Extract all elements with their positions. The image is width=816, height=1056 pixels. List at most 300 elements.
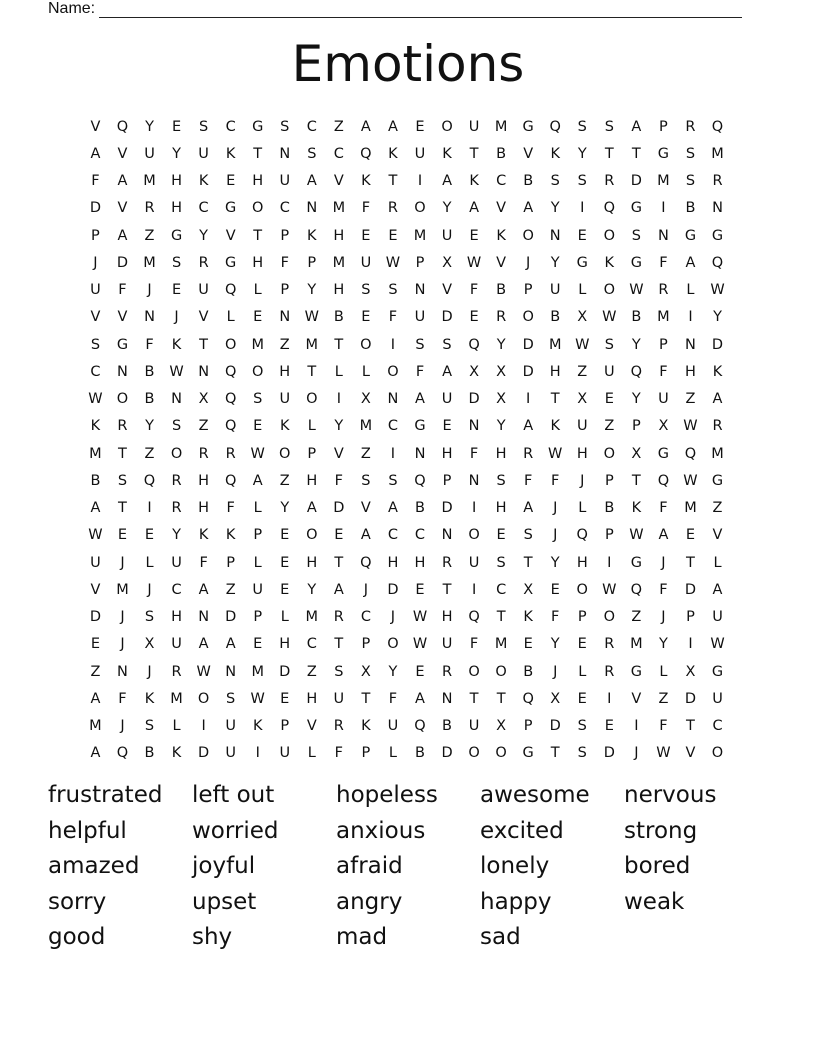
grid-letter: Z — [144, 227, 155, 244]
grid-letter: M — [548, 336, 562, 353]
grid-letter: E — [361, 227, 371, 244]
grid-row — [82, 304, 731, 331]
grid-letter: Z — [198, 418, 209, 435]
grid-letter: E — [280, 527, 290, 544]
grid-letter: I — [255, 745, 261, 762]
grid-letter: F — [145, 336, 154, 353]
grid-letter: T — [496, 690, 506, 707]
grid-letter: R — [441, 554, 453, 571]
word-list-item: strong — [624, 817, 698, 844]
grid-letter: F — [469, 282, 479, 299]
grid-letter: U — [468, 118, 480, 135]
grid-letter: S — [496, 472, 506, 489]
grid-letter: K — [604, 254, 615, 271]
word-list-item: amazed — [48, 853, 140, 879]
grid-letter: M — [711, 445, 724, 462]
grid-letter: H — [171, 173, 183, 190]
grid-letter: T — [334, 636, 344, 653]
grid-letter: D — [387, 581, 399, 598]
grid-letter: J — [120, 609, 125, 626]
word-list-item: sad — [480, 924, 521, 950]
grid-letter: S — [577, 745, 588, 762]
grid-letter: B — [550, 309, 561, 326]
grid-letter: O — [306, 527, 318, 544]
word-list-item: good — [48, 924, 106, 950]
grid-letter: G — [657, 145, 670, 162]
grid-letter: Y — [496, 336, 506, 353]
grid-letter: B — [333, 309, 345, 326]
grid-letter: E — [577, 227, 588, 244]
grid-letter: X — [469, 363, 480, 380]
grid-letter: O — [603, 445, 616, 462]
grid-letter: I — [471, 500, 477, 517]
grid-letter: N — [468, 418, 480, 435]
grid-letter: D — [522, 336, 534, 353]
grid-letter: D — [711, 336, 724, 353]
grid-letter: Y — [280, 500, 290, 517]
grid-letter: Y — [550, 636, 560, 653]
name-field — [48, 0, 742, 18]
grid-letter: L — [713, 554, 722, 571]
grid-letter: Y — [631, 391, 641, 408]
grid-letter: Q — [224, 363, 237, 380]
grid-row — [82, 413, 731, 440]
grid-letter: T — [523, 554, 533, 571]
grid-letter: T — [199, 336, 209, 353]
grid-letter: V — [198, 309, 209, 326]
grid-letter: E — [171, 282, 182, 299]
word-list-item: afraid — [336, 853, 403, 879]
grid-letter: S — [388, 472, 398, 489]
grid-letter: M — [494, 636, 508, 653]
grid-letter: Z — [144, 445, 155, 462]
grid-letter: R — [333, 718, 345, 735]
grid-letter: A — [387, 500, 399, 517]
grid-letter: O — [414, 200, 426, 217]
grid-letter: H — [279, 363, 291, 380]
grid-letter: T — [253, 145, 263, 162]
grid-letter: Q — [711, 118, 724, 135]
grid-letter: F — [659, 500, 668, 517]
grid-letter: M — [305, 609, 319, 626]
grid-letter: W — [412, 609, 428, 626]
grid-letter: S — [388, 282, 398, 299]
grid-letter: O — [495, 663, 508, 680]
grid-letter: U — [171, 636, 183, 653]
grid-letter: P — [307, 445, 317, 462]
grid-letter: Y — [550, 254, 560, 271]
grid-letter: F — [334, 472, 344, 489]
grid-letter: E — [577, 690, 588, 707]
grid-letter: N — [225, 663, 237, 680]
grid-letter: S — [523, 527, 533, 544]
grid-letter: B — [442, 718, 453, 735]
grid-letter: H — [685, 363, 697, 380]
grid-letter: G — [414, 418, 426, 435]
grid-letter: M — [630, 636, 643, 653]
grid-letter: E — [280, 690, 290, 707]
grid-letter: N — [198, 363, 210, 380]
grid-letter: V — [306, 718, 317, 735]
grid-letter: G — [116, 336, 129, 353]
grid-letter: W — [412, 636, 428, 653]
grid-letter: X — [360, 391, 372, 408]
grid-letter: O — [603, 609, 616, 626]
grid-letter: B — [604, 500, 615, 517]
grid-row — [82, 740, 731, 767]
grid-letter: E — [334, 527, 344, 544]
grid-letter: N — [279, 309, 291, 326]
grid-row — [82, 386, 731, 413]
grid-letter: O — [224, 336, 237, 353]
grid-letter: J — [120, 718, 125, 735]
word-list-item: left out — [192, 782, 275, 808]
grid-letter: U — [414, 309, 426, 326]
grid-letter: M — [143, 254, 156, 271]
grid-letter: E — [685, 527, 696, 544]
grid-letter: T — [469, 145, 479, 162]
grid-row — [82, 222, 731, 249]
grid-letter: V — [90, 309, 101, 326]
grid-letter: Z — [360, 445, 372, 462]
grid-letter: Q — [224, 472, 237, 489]
grid-letter: O — [468, 527, 480, 544]
grid-letter: S — [604, 336, 615, 353]
grid-letter: L — [388, 745, 398, 762]
grid-letter: S — [550, 173, 561, 190]
grid-letter: N — [306, 200, 318, 217]
grid-letter: Q — [549, 118, 562, 135]
grid-letter: R — [198, 445, 209, 462]
grid-letter: Y — [496, 418, 506, 435]
grid-letter: I — [688, 636, 693, 653]
grid-letter: N — [414, 445, 426, 462]
grid-letter: X — [144, 636, 155, 653]
grid-letter: A — [252, 472, 263, 489]
grid-letter: H — [387, 554, 399, 571]
grid-letter: U — [441, 227, 453, 244]
grid-letter: H — [414, 554, 426, 571]
word-list-item: upset — [192, 888, 257, 915]
grid-letter: U — [171, 554, 183, 571]
grid-letter: Z — [90, 663, 101, 680]
grid-letter: U — [549, 282, 561, 299]
grid-letter: T — [686, 554, 696, 571]
grid-letter: A — [442, 173, 453, 190]
grid-letter: G — [225, 254, 237, 271]
grid-letter: C — [90, 363, 101, 380]
grid-letter: Q — [414, 718, 426, 735]
grid-letter: F — [388, 690, 398, 707]
grid-letter: W — [602, 581, 617, 598]
grid-letter: X — [198, 391, 209, 408]
grid-letter: C — [414, 527, 426, 544]
grid-letter: N — [441, 690, 453, 707]
grid-letter: R — [387, 200, 399, 217]
grid-letter: J — [553, 527, 558, 544]
grid-letter: F — [361, 200, 371, 217]
grid-letter: V — [442, 282, 453, 299]
grid-letter: K — [361, 718, 371, 735]
grid-letter: G — [711, 472, 724, 489]
grid-letter: T — [631, 145, 641, 162]
grid-letter: S — [604, 118, 615, 135]
grid-letter: I — [607, 690, 612, 707]
grid-letter: T — [253, 227, 263, 244]
grid-letter: Q — [711, 254, 724, 271]
grid-letter: V — [117, 200, 128, 217]
grid-letter: O — [251, 363, 264, 380]
grid-letter: M — [332, 200, 346, 217]
grid-letter: F — [551, 472, 560, 489]
grid-letter: L — [686, 282, 695, 299]
grid-letter: T — [118, 500, 128, 517]
word-list-item: mad — [336, 924, 388, 950]
grid-letter: A — [90, 145, 101, 162]
grid-letter: K — [198, 527, 209, 544]
grid-letter: O — [360, 336, 372, 353]
grid-row — [82, 358, 731, 385]
grid-letter: V — [333, 445, 344, 462]
grid-letter: F — [415, 363, 425, 380]
name-write-line — [99, 3, 742, 18]
grid-letter: Z — [685, 391, 696, 408]
grid-letter: U — [90, 554, 101, 571]
grid-letter: V — [685, 745, 696, 762]
grid-letter: S — [199, 118, 209, 135]
grid-letter: Z — [658, 690, 669, 707]
grid-row — [82, 604, 731, 631]
grid-letter: J — [553, 500, 558, 517]
grid-row — [82, 522, 731, 549]
grid-letter: X — [523, 581, 534, 598]
grid-letter: T — [496, 609, 506, 626]
grid-letter: T — [334, 336, 344, 353]
grid-letter: M — [494, 118, 508, 135]
word-list — [48, 778, 768, 956]
grid-letter: N — [685, 336, 697, 353]
grid-letter: A — [658, 527, 669, 544]
grid-letter: Z — [279, 336, 290, 353]
grid-letter: L — [307, 418, 317, 435]
word-list-item: lonely — [480, 853, 550, 879]
grid-letter: C — [387, 418, 399, 435]
grid-letter: F — [469, 636, 479, 653]
grid-letter: L — [172, 718, 181, 735]
grid-letter: T — [550, 391, 560, 408]
grid-letter: W — [656, 745, 671, 762]
grid-letter: F — [91, 173, 100, 190]
grid-letter: U — [279, 173, 291, 190]
grid-letter: X — [658, 418, 669, 435]
grid-letter: M — [305, 336, 319, 353]
grid-letter: S — [577, 718, 588, 735]
grid-letter: K — [361, 173, 371, 190]
grid-letter: X — [550, 690, 561, 707]
grid-row — [82, 249, 731, 276]
grid-letter: R — [496, 309, 507, 326]
grid-letter: K — [442, 145, 452, 162]
grid-letter: T — [118, 445, 128, 462]
grid-letter: D — [441, 745, 453, 762]
grid-letter: S — [442, 336, 452, 353]
grid-letter: I — [607, 554, 612, 571]
grid-letter: C — [496, 581, 507, 598]
grid-letter: K — [550, 418, 561, 435]
grid-letter: Z — [225, 581, 236, 598]
grid-letter: S — [144, 609, 155, 626]
grid-row — [82, 440, 731, 467]
grid-letter: F — [659, 254, 668, 271]
grid-letter: O — [468, 745, 480, 762]
grid-letter: Q — [603, 200, 616, 217]
grid-letter: S — [685, 173, 696, 190]
grid-letter: B — [415, 745, 426, 762]
grid-letter: L — [280, 609, 289, 626]
grid-letter: E — [415, 118, 425, 135]
grid-row — [82, 658, 731, 685]
grid-letter: J — [661, 554, 666, 571]
grid-letter: U — [712, 690, 724, 707]
grid-letter: Q — [116, 118, 129, 135]
grid-letter: J — [526, 254, 531, 271]
grid-letter: G — [522, 118, 534, 135]
grid-letter: O — [603, 282, 616, 299]
grid-letter: H — [252, 254, 264, 271]
grid-letter: P — [280, 227, 290, 244]
grid-row — [82, 195, 731, 222]
grid-letter: J — [120, 554, 125, 571]
grid-letter: A — [442, 363, 453, 380]
grid-letter: C — [360, 609, 372, 626]
grid-letter: U — [252, 581, 264, 598]
grid-letter: K — [523, 609, 534, 626]
grid-letter: Q — [360, 554, 372, 571]
grid-letter: P — [415, 254, 425, 271]
grid-letter: G — [711, 227, 724, 244]
grid-row — [82, 495, 731, 522]
grid-letter: W — [683, 418, 698, 435]
grid-letter: E — [171, 118, 182, 135]
grid-letter: P — [226, 554, 236, 571]
grid-letter: G — [522, 745, 534, 762]
grid-letter: V — [496, 254, 507, 271]
grid-letter: Q — [522, 690, 535, 707]
grid-letter: A — [198, 581, 209, 598]
word-list-item: weak — [624, 888, 685, 915]
grid-letter: W — [250, 690, 266, 707]
grid-letter: C — [306, 118, 318, 135]
grid-letter: Q — [224, 391, 237, 408]
grid-letter: C — [333, 145, 345, 162]
grid-letter: T — [686, 718, 696, 735]
grid-letter: V — [360, 500, 372, 517]
grid-letter: W — [548, 445, 563, 462]
grid-letter: T — [469, 690, 479, 707]
grid-letter: K — [469, 173, 480, 190]
grid-letter: X — [577, 391, 588, 408]
grid-letter: K — [90, 418, 101, 435]
grid-letter: K — [307, 227, 317, 244]
grid-letter: G — [225, 200, 237, 217]
grid-letter: Y — [442, 200, 452, 217]
grid-letter: R — [171, 663, 182, 680]
grid-letter: M — [413, 227, 427, 244]
grid-letter: H — [279, 636, 291, 653]
grid-letter: E — [469, 309, 479, 326]
grid-letter: D — [89, 609, 102, 626]
grid-letter: J — [634, 745, 639, 762]
grid-letter: F — [280, 254, 290, 271]
grid-letter: R — [117, 418, 128, 435]
grid-letter: H — [495, 445, 507, 462]
grid-letter: Y — [713, 309, 723, 326]
word-list-item: joyful — [192, 853, 256, 879]
grid-letter: B — [415, 500, 426, 517]
grid-letter: H — [549, 363, 561, 380]
grid-letter: W — [710, 636, 725, 653]
grid-letter: B — [144, 363, 155, 380]
grid-letter: J — [553, 663, 558, 680]
grid-letter: K — [144, 690, 155, 707]
grid-letter: Y — [307, 282, 317, 299]
grid-letter: W — [88, 527, 103, 544]
grid-letter: J — [363, 581, 369, 598]
grid-letter: E — [604, 718, 615, 735]
grid-letter: B — [631, 309, 642, 326]
grid-letter: A — [306, 500, 317, 517]
grid-letter: O — [522, 227, 535, 244]
grid-letter: R — [523, 445, 534, 462]
grid-letter: H — [171, 200, 183, 217]
grid-letter: E — [415, 581, 425, 598]
grid-letter: W — [385, 254, 401, 271]
grid-letter: S — [415, 336, 425, 353]
grid-letter: O — [387, 636, 399, 653]
grid-letter: P — [280, 718, 290, 735]
grid-row — [82, 168, 731, 195]
grid-letter: L — [253, 282, 262, 299]
grid-letter: E — [226, 173, 236, 190]
grid-letter: E — [550, 581, 560, 598]
grid-letter: Z — [577, 363, 588, 380]
grid-letter: R — [604, 636, 615, 653]
grid-letter: J — [661, 609, 666, 626]
grid-letter: Q — [576, 527, 589, 544]
grid-letter: I — [634, 718, 639, 735]
grid-letter: Z — [631, 609, 642, 626]
grid-letter: S — [631, 227, 642, 244]
word-list-item: nervous — [624, 782, 717, 808]
grid-letter: G — [657, 445, 670, 462]
grid-letter: Y — [172, 145, 182, 162]
grid-letter: R — [198, 254, 209, 271]
grid-letter: Q — [684, 445, 697, 462]
grid-letter: E — [415, 663, 425, 680]
grid-letter: S — [171, 254, 182, 271]
grid-letter: Q — [468, 336, 480, 353]
grid-letter: U — [225, 718, 237, 735]
grid-letter: M — [711, 145, 724, 162]
grid-letter: D — [684, 581, 697, 598]
grid-letter: U — [90, 282, 101, 299]
grid-letter: X — [577, 309, 588, 326]
grid-letter: D — [198, 745, 210, 762]
grid-letter: E — [604, 391, 615, 408]
grid-letter: Y — [388, 663, 398, 680]
grid-letter: K — [225, 145, 236, 162]
grid-letter: C — [387, 527, 399, 544]
